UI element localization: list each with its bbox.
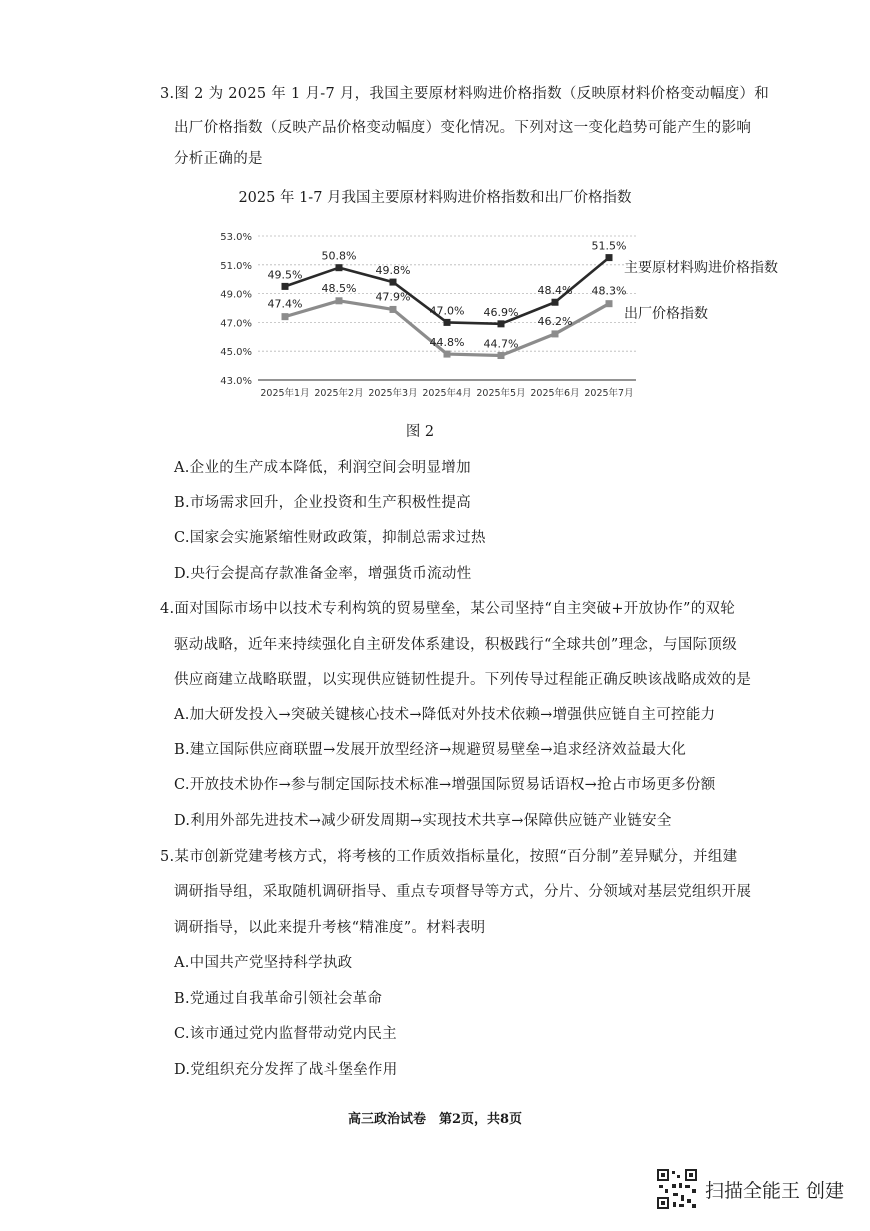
q5-option-d: D.党组织充分发挥了战斗堡垒作用: [174, 1062, 398, 1078]
y-tick-label: 45.0%: [220, 347, 252, 359]
data-point: [336, 264, 343, 271]
data-point: [444, 319, 451, 326]
data-label: 44.7%: [483, 337, 519, 351]
q4-stem-line-2: 驱动战略，近年来持续强化自主研发体系建设，积极践行“全球共创”理念，与国际顶级: [174, 637, 738, 653]
data-label: 47.9%: [375, 290, 411, 304]
data-point: [444, 351, 451, 358]
y-tick-label: 53.0%: [220, 232, 252, 243]
q5-option-b: B.党通过自我革命引领社会革命: [174, 991, 383, 1007]
chart-series: [268, 240, 778, 359]
x-tick-label: 2025年1月: [260, 388, 310, 399]
watermark-text: 扫描全能王 创建: [704, 1179, 844, 1202]
y-tick-label: 49.0%: [220, 289, 252, 301]
x-tick-label: 2025年4月: [422, 388, 472, 399]
data-point: [336, 297, 343, 304]
q5-stem-line-3: 调研指导，以此来提升考核“精准度”。材料表明: [174, 920, 486, 936]
q5-stem-line-2: 调研指导组，采取随机调研指导、重点专项督导等方式，分片、分领域对基层党组织开展: [174, 884, 752, 900]
q3-option-a: A.企业的生产成本降低，利润空间会明显增加: [174, 460, 471, 476]
x-tick-label: 2025年5月: [476, 388, 526, 399]
x-tick-label: 2025年7月: [584, 388, 634, 399]
data-point: [390, 279, 397, 286]
data-label: 49.8%: [375, 264, 411, 278]
data-label: 49.5%: [267, 268, 303, 282]
q3-option-c: C.国家会实施紧缩性财政政策，抑制总需求过热: [174, 530, 486, 546]
q4-stem-line-3: 供应商建立战略联盟，以实现供应链韧性提升。下列传导过程能正确反映该战略成效的是: [174, 672, 752, 688]
data-label: 50.8%: [321, 249, 357, 263]
data-point: [606, 300, 613, 307]
y-tick-label: 47.0%: [220, 318, 252, 330]
qr-code-icon: [657, 1169, 697, 1209]
chart-title: 2025 年 1-7 月我国主要原材料购进价格指数和出厂价格指数: [238, 190, 632, 206]
data-point: [552, 299, 559, 306]
data-label: 44.8%: [429, 336, 465, 350]
series-name-label: 主要原材料购进价格指数: [624, 260, 778, 276]
y-tick-label: 51.0%: [220, 260, 252, 272]
q4-option-c: C.开放技术协作→参与制定国际技术标准→增强国际贸易话语权→抢占市场更多份额: [174, 777, 716, 793]
q5-option-a: A.中国共产党坚持科学执政: [174, 955, 353, 971]
figure-caption: 图 2: [405, 424, 435, 440]
x-tick-label: 2025年2月: [314, 388, 364, 399]
q3-stem-line-1: 3.图 2 为 2025 年 1 月-7 月，我国主要原材料购进价格指数（反映原材料价格变动幅度）和: [160, 86, 770, 102]
line-chart: [0, 0, 870, 420]
scanner-watermark: [657, 1169, 844, 1209]
q4-option-a: A.加大研发投入→突破关键核心技术→降低对外技术依赖→增强供应链自主可控能力: [174, 707, 716, 723]
q4-stem-line-1: 4.面对国际市场中以技术专利构筑的贸易壁垒，某公司坚持“自主突破+开放协作”的双轮: [160, 601, 736, 617]
data-label: 46.2%: [537, 314, 573, 328]
q4-option-b: B.建立国际供应商联盟→发展开放型经济→规避贸易壁垒→追求经济效益最大化: [174, 742, 687, 758]
data-label: 51.5%: [591, 239, 627, 253]
q3-stem-line-2: 出厂价格指数（反映产品价格变动幅度）变化情况。下列对这一变化趋势可能产生的影响: [174, 120, 752, 136]
q3-option-b: B.市场需求回升，企业投资和生产积极性提高: [174, 495, 472, 511]
x-axis-ticks: [260, 387, 633, 399]
x-tick-label: 2025年6月: [530, 388, 580, 399]
data-point: [282, 283, 289, 290]
data-label: 48.4%: [537, 284, 573, 298]
page-footer: 高三政治试卷 第2页，共8页: [347, 1112, 523, 1127]
data-label: 48.5%: [321, 281, 357, 295]
y-tick-label: 43.0%: [220, 376, 252, 387]
data-label: 47.0%: [429, 304, 465, 318]
y-axis-ticks: [220, 232, 252, 387]
data-point: [390, 306, 397, 313]
data-label: 46.9%: [483, 305, 519, 319]
data-point: [498, 352, 505, 359]
data-point: [552, 330, 559, 337]
data-point: [606, 254, 613, 261]
data-point: [282, 313, 289, 320]
q4-option-d: D.利用外部先进技术→减少研发周期→实现技术共享→保障供应链产业链安全: [174, 813, 672, 829]
q3-stem-line-3: 分析正确的是: [174, 151, 263, 167]
x-tick-label: 2025年3月: [368, 388, 418, 399]
q5-stem-line-1: 5.某市创新党建考核方式，将考核的工作质效指标量化，按照“百分制”差异赋分，并组建: [160, 849, 738, 865]
series-name-label: 出厂价格指数: [624, 306, 708, 322]
data-point: [498, 320, 505, 327]
q5-option-c: C.该市通过党内监督带动党内民主: [174, 1026, 397, 1042]
data-label: 48.3%: [591, 284, 627, 298]
q3-option-d: D.央行会提高存款准备金率，增强货币流动性: [174, 566, 472, 582]
data-label: 47.4%: [267, 297, 303, 311]
